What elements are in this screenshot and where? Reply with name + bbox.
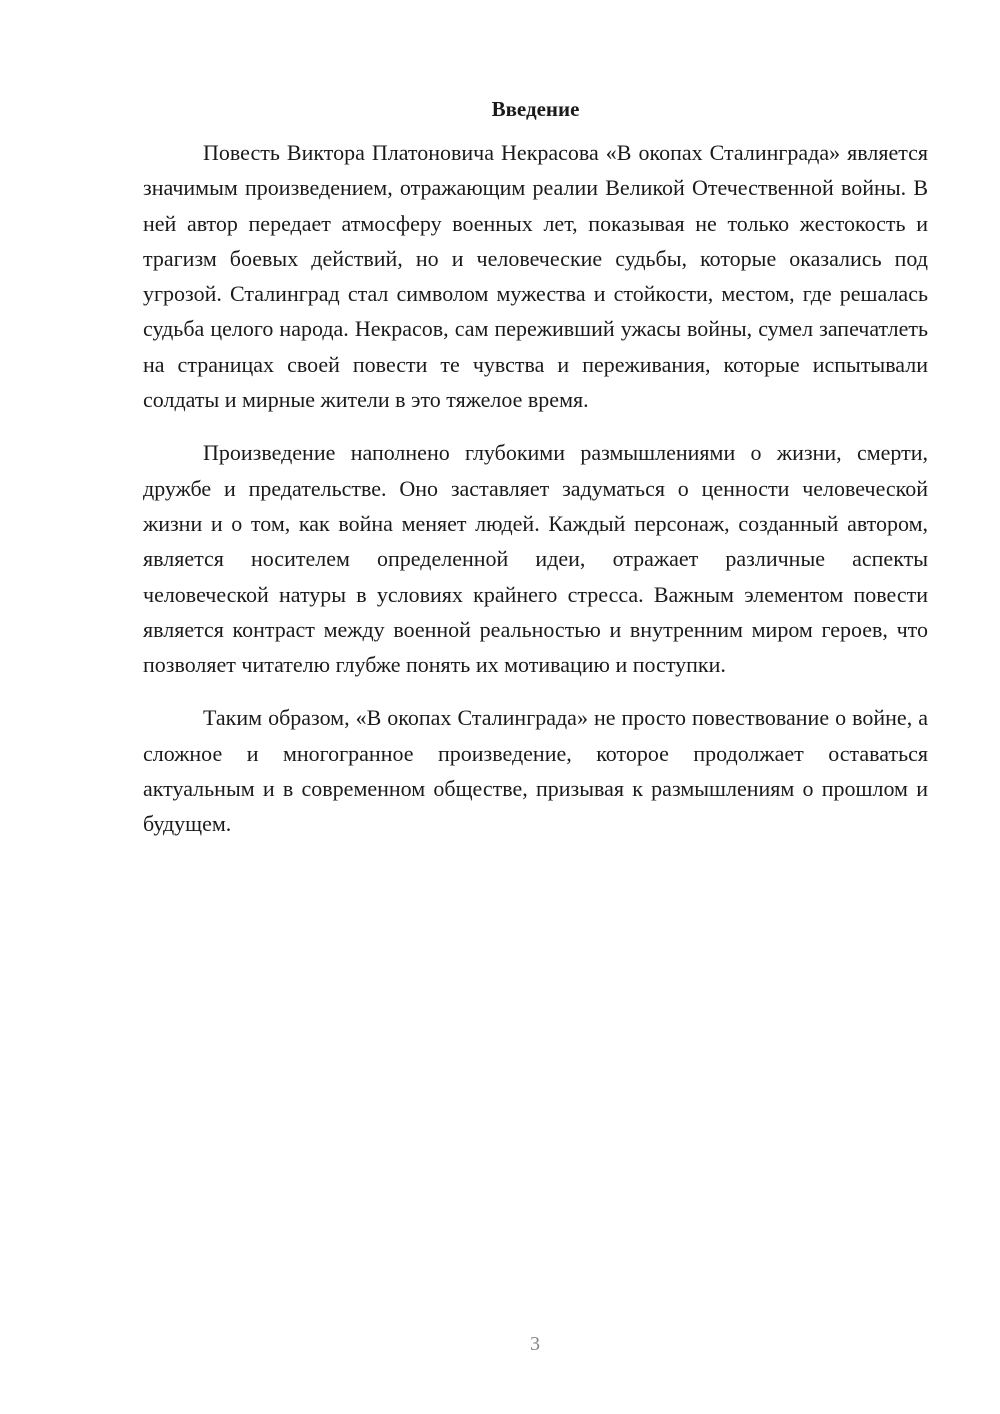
paragraph-3: Таким образом, «В окопах Сталинграда» не просто повествование о войне, а сложное и многогранное произведение, которое продолжает оставаться актуальным и в современном обществе, призывая к размышлениям о прошлом и будущем. — [143, 705, 928, 837]
page-number: 3 — [530, 1333, 540, 1355]
paragraph-1: Повесть Виктора Платоновича Некрасова «В окопах Сталинграда» является значимым произведением, отражающим реалии Великой Отечественной войны. В ней автор передает атмосферу военных лет, показывая не только жестокость и трагизм боевых действий, но и человеческие судьбы, которые оказались под угрозой. Сталинград стал символом мужества и стойкости, местом, где решалась судьба целого народа. Некрасов, сам переживший ужасы войны, сумел запечатлеть на страницах своей повести те чувства и переживания, которые испытывали солдаты и мирные жители в это тяжелое время. — [143, 140, 928, 413]
section-heading: Введение — [491, 97, 580, 121]
paragraph-2: Произведение наполнено глубокими размышлениями о жизни, смерти, дружбе и предательстве. Оно заставляет задуматься о ценности человеческой жизни и о том, как война меняет людей. Каждый персонаж, созданный автором, является носителем определенной идеи, отражает различные аспекты человеческой натуры в условиях крайнего стресса. Важным элементом повести является контраст между военной реальностью и внутренним миром героев, что позволяет читателю глубже понять их мотивацию и поступки. — [143, 440, 928, 678]
page-content — [143, 92, 928, 860]
